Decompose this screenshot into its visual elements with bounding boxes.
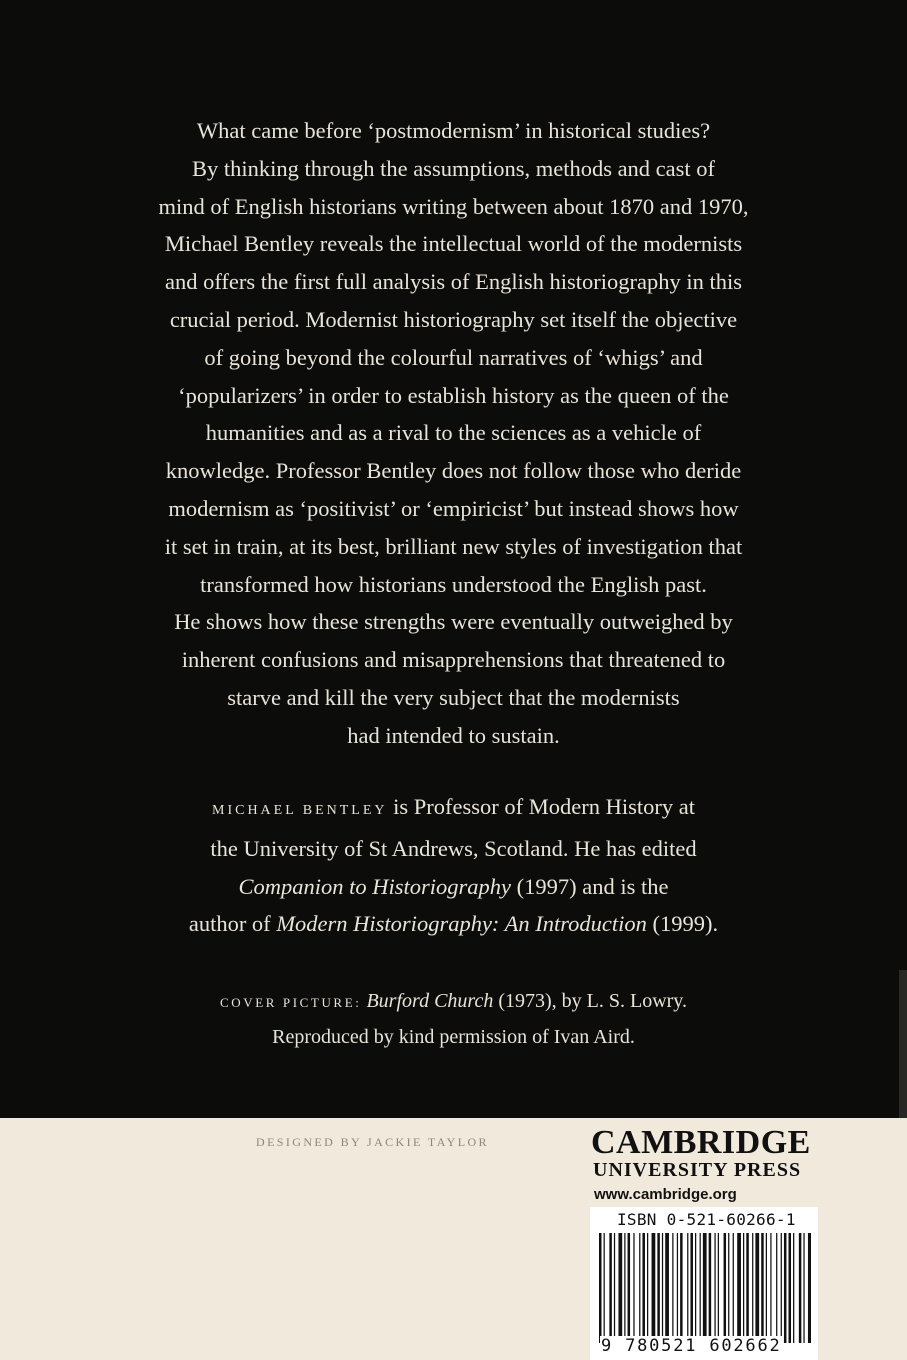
barcode-bar [618,1233,622,1343]
blurb-line: Michael Bentley reveals the intellectual world of the modernists [164,231,743,257]
cover-credit [130,984,777,1055]
designer-credit: DESIGNED BY JACKIE TAYLOR [256,1135,489,1149]
bio-text: (1997) and is the [511,873,669,899]
blurb-line: What came before ‘postmodernism’ in historical studies? [196,118,711,143]
barcode-bar [789,1233,792,1343]
blurb-line: and offers the first full analysis of English historiography in this [164,269,742,295]
barcode-bar [695,1233,696,1343]
blurb-line: He shows how these strengths were eventually outweighed by [174,609,733,635]
blurb-line: had intended to sustain. [347,722,560,748]
blurb-line: humanities and as a rival to the sciences as a vehicle of [205,420,702,446]
book-title: Companion to Historiography [238,873,512,899]
publisher-logo-sub: UNIVERSITY PRESS [593,1159,802,1181]
cover-line: Reproduced by kind permission of Ivan Aird. [272,1026,635,1048]
barcode-bar [714,1233,715,1343]
barcode-bar [652,1233,656,1343]
blurb-line: knowledge. Professor Bentley does not follow those who deride [165,458,742,484]
bio-line [130,788,777,830]
barcode-bar [808,1233,811,1343]
barcode-bar [784,1233,787,1343]
barcode-bar [737,1233,741,1343]
barcode-bar [761,1233,764,1343]
author-bio [130,788,777,943]
publisher-logo-name: CAMBRIDGE [591,1124,811,1161]
blurb-line: of going beyond the colourful narratives of ‘whigs’ and [204,344,703,370]
barcode-bar [614,1233,615,1343]
cover-line [130,984,777,1020]
barcode-bar [803,1233,804,1343]
barcode-bar [624,1233,625,1343]
bio-text: (1999). [646,911,719,937]
barcode-bar [639,1233,640,1343]
blurb-line: mind of English historians writing between about 1870 and 1970, [158,193,749,219]
barcode-bar [700,1233,701,1343]
barcode-bar [665,1233,669,1343]
blurb-line: modernism as ‘positivist’ or ‘empiricist’ but instead shows how [168,495,739,521]
bio-text: author of [188,911,277,937]
barcode-bar [770,1233,771,1343]
blurb-line: ‘popularizers’ in order to establish history as the queen of the [178,382,729,408]
barcode-bar [709,1233,712,1343]
isbn-number: ISBN 0-521-60266-1 [617,1210,796,1229]
barcode-bar [628,1233,631,1343]
barcode-bar [642,1233,645,1343]
bio-line: the University of St Andrews, Scotland. He has edited [210,835,697,861]
barcode-bar [728,1233,729,1343]
barcode-bar [609,1233,612,1343]
cover-text: (1973), by L. S. Lowry. [493,990,688,1012]
barcode-bar [752,1233,753,1343]
bio-text: is Professor of Modern History at [387,794,695,819]
barcode-bar [766,1233,767,1343]
barcode-bar [718,1233,719,1343]
blurb-line: starve and kill the very subject that the modernists [227,684,680,710]
barcode-bar [604,1233,605,1343]
barcode-bar [743,1233,744,1343]
ean-number: 9 780521 602662 [601,1336,782,1356]
barcode-bar [703,1233,707,1343]
blurb-line: inherent confusions and misapprehensions that threatened to [181,647,726,673]
barcode-bar [793,1233,794,1343]
barcode-bar [662,1233,663,1343]
blurb-line: transformed how historians understood the English past. [200,571,707,597]
publisher-url: www.cambridge.org [594,1186,737,1203]
blurb-line: crucial period. Modernist historiography set itself the objective [169,306,738,332]
barcode-bar [690,1233,693,1343]
barcode-bar [755,1233,759,1343]
barcode-bar [687,1233,688,1343]
blurb-line: By thinking through the assumptions, methods and cast of [191,155,716,181]
painting-title: Burford Church [366,990,494,1012]
bio-line [130,868,777,906]
barcode-bar [733,1233,734,1343]
barcode-bar [680,1233,683,1343]
blurb-paragraph [130,112,777,755]
barcode-bar [677,1233,678,1343]
bio-line [130,905,777,943]
barcode-bar [746,1233,749,1343]
barcode-bar [672,1233,673,1343]
barcode-bar [647,1233,648,1343]
barcode-bar [633,1233,634,1343]
barcode-bar [599,1233,602,1343]
page-edge-strip [899,970,907,1120]
barcode-bar [799,1233,802,1343]
barcode-bar [781,1233,782,1343]
barcode-icon [597,1233,811,1343]
barcode-bar [657,1233,660,1343]
barcode-bar [724,1233,727,1343]
author-name: MICHAEL BENTLEY [212,803,388,818]
cover-label: COVER PICTURE: [219,995,362,1010]
blurb-line: it set in train, at its best, brilliant new styles of investigation that [164,533,743,559]
book-title: Modern Historiography: An Introduction [276,911,647,937]
barcode-bar [776,1233,777,1343]
